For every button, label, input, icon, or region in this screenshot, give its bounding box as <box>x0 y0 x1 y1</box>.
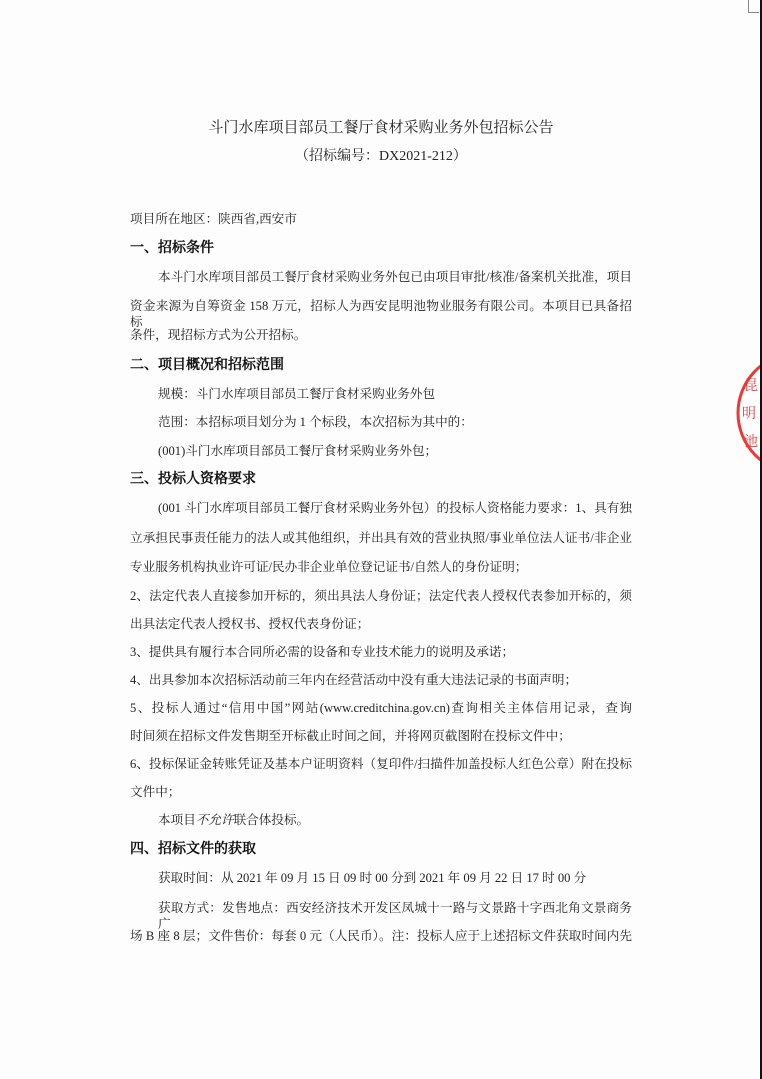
acquisition-time: 获取时间：从 2021 年 09 月 15 日 09 时 00 分到 2021 年 09 月 22 日 17 时 00 分 <box>158 871 587 885</box>
paragraph-line: 3、提供具有履行本合同所必需的设备和专业技术能力的说明及承诺； <box>130 645 515 659</box>
consortium-prefix: 本项目 <box>158 813 196 827</box>
paragraph-line: 专业服务机构执业许可证/民办非企业单位登记证书/自然人的身份证明； <box>130 560 528 574</box>
paragraph-line: 场 B 座 8 层；文件售价：每套 0 元（人民币）。注：投标人应于上述招标文件获取时间内先 <box>130 929 632 943</box>
paragraph-line: 2、法定代表人直接参加开标的，须出具法人身份证；法定代表人授权代表参加开标的，须 <box>130 589 632 603</box>
consortium-line <box>158 812 309 828</box>
seal-char: 池 <box>744 435 758 450</box>
paragraph-line: 6、投标保证金转账凭证及基本户证明资料（复印件/扫描件加盖投标人红色公章）附在投标 <box>130 757 632 771</box>
paragraph-line: 立承担民事责任能力的法人或其他组织，并出具有效的营业执照/事业单位法人证书/非企业 <box>130 531 632 545</box>
paragraph-line: 文件中； <box>130 785 181 799</box>
lot-line: (001)斗门水库项目部员工餐厅食材采购业务外包； <box>158 444 438 458</box>
consortium-emphasis: 不允许 <box>195 813 234 827</box>
paragraph-line: 时间须在招标文件发售期至开标截止时间之间，并将网页截图附在投标文件中； <box>130 729 571 743</box>
seal-char: 昆 <box>744 379 758 394</box>
seal-char: 明 <box>742 407 756 422</box>
section-heading-1: 一、招标条件 <box>130 240 214 256</box>
paragraph-line: (001 斗门水库项目部员工餐厅食材采购业务外包）的投标人资格能力要求：1、具有独 <box>158 501 632 515</box>
acquisition-method: 获取方式：发售地点：西安经济技术开发区凤城十一路与文景路十字西北角文景商务广 <box>158 901 632 931</box>
company-seal-stamp <box>734 350 760 476</box>
section-heading-3: 三、投标人资格要求 <box>130 471 256 487</box>
paragraph-line: 4、出具参加本次招标活动前三年内在经营活动中没有重大违法记录的书面声明； <box>130 673 578 687</box>
paragraph-line: 本斗门水库项目部员工餐厅食材采购业务外包已由项目审批/核准/备案机关批准，项目 <box>158 270 632 284</box>
scale-line: 规模：斗门水库项目部员工餐厅食材采购业务外包 <box>158 387 436 401</box>
paragraph-line: 条件，现招标方式为公开招标。 <box>130 328 307 342</box>
consortium-suffix: 联合体投标。 <box>233 813 310 827</box>
section-heading-2: 二、项目概况和招标范围 <box>130 357 284 373</box>
seal-partial-graphic <box>734 350 760 476</box>
paragraph-line: 出具法定代表人授权书、授权代表身份证； <box>130 617 370 631</box>
scope-line: 范围：本招标项目划分为 1 个标段，本次招标为其中的： <box>158 415 473 429</box>
paragraph-line: 5、投标人通过“信用中国”网站(www.creditchina.gov.cn)查询相关主体信用记录，查询 <box>130 701 632 715</box>
project-location: 项目所在地区：陕西省,西安市 <box>130 212 297 226</box>
paragraph-line: 资金来源为自筹资金 158 万元，招标人为西安昆明池物业服务有限公司。本项目已具备招标 <box>130 299 632 329</box>
document-title: 斗门水库项目部员工餐厅食材采购业务外包招标公告 <box>208 120 554 136</box>
page-corner-mark <box>748 0 759 13</box>
tender-number: （招标编号：DX2021-212） <box>295 149 467 164</box>
section-heading-4: 四、招标文件的获取 <box>130 841 256 857</box>
